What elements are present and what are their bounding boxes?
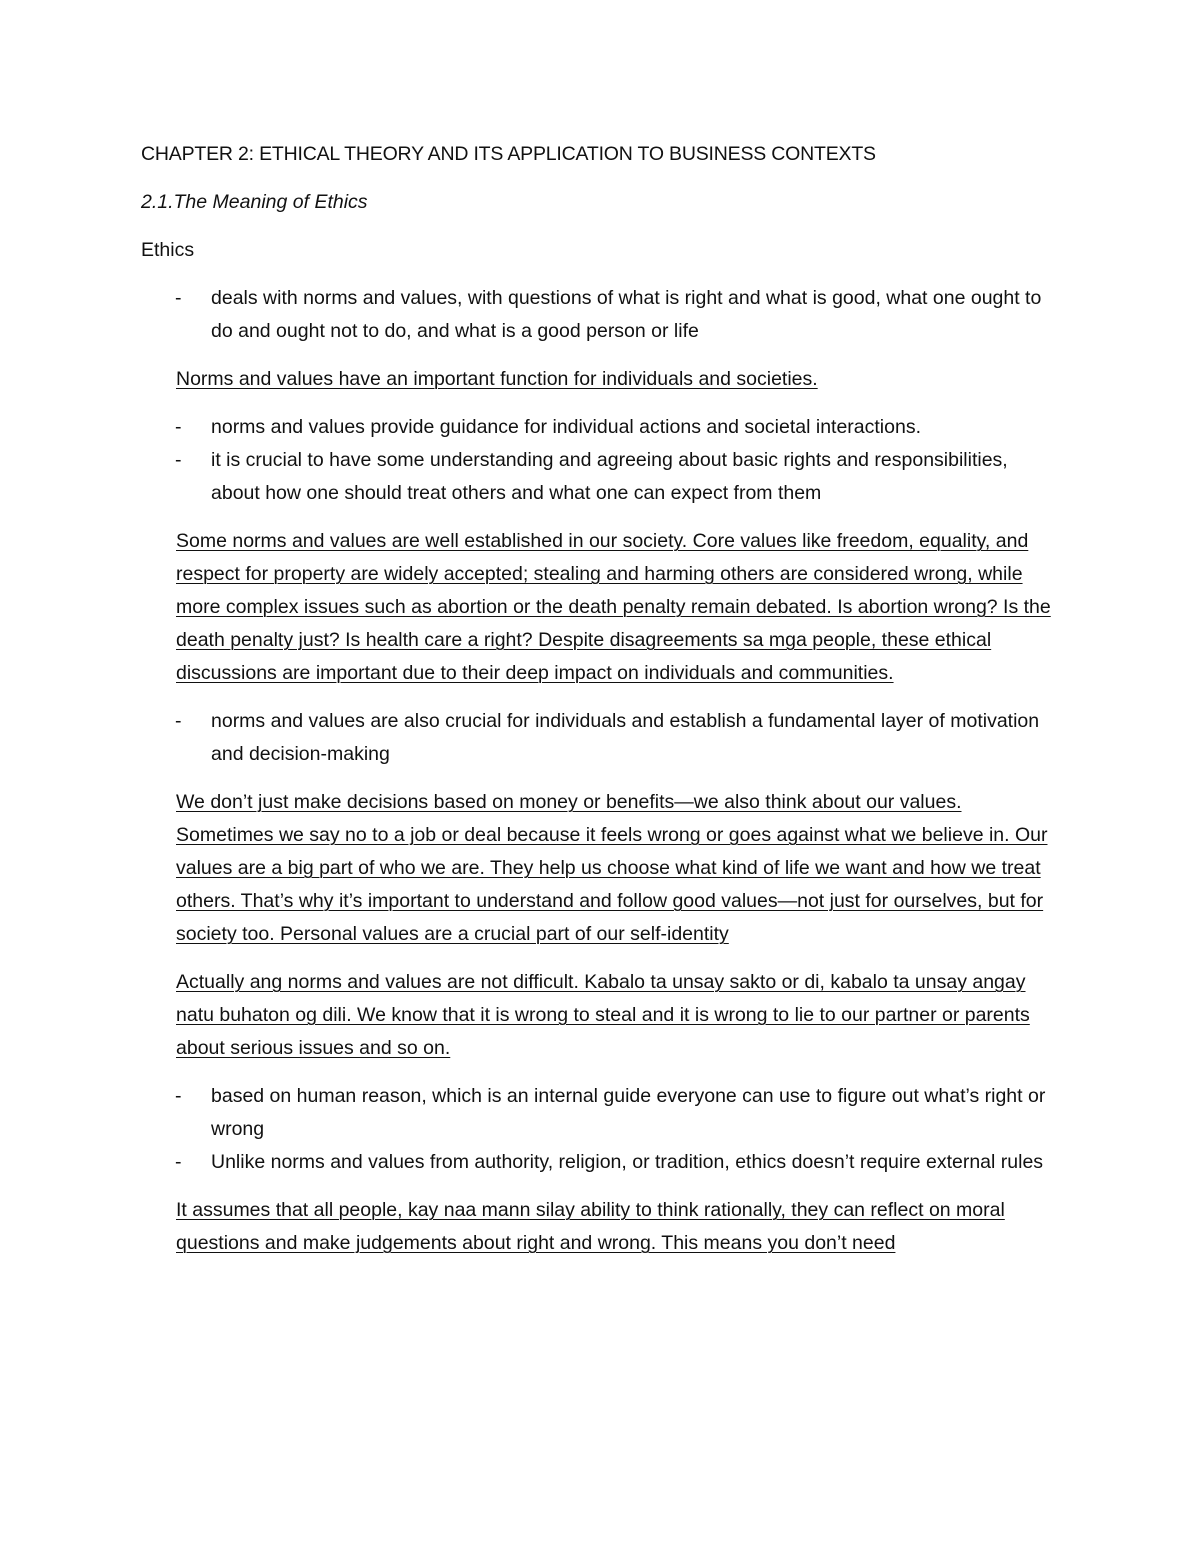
bullet-list-reason <box>141 1080 1061 1179</box>
document-body <box>141 138 1061 1275</box>
section-title: 2.1.The Meaning of Ethics <box>141 191 368 213</box>
dash-bullet: - <box>175 710 182 732</box>
underlined-paragraph: Actually ang norms and values are not difficult. Kabalo ta unsay sakto or di, kabalo ta unsay angay natu buhaton og dili. We know that it is wrong to steal and it is wrong to lie to our partner or parents about serious issues and so on. <box>176 971 1030 1059</box>
list-item <box>141 444 1061 510</box>
list-item-text: it is crucial to have some understanding and agreeing about basic rights and responsibilities, about how one should treat others and what one can expect from them <box>211 449 1008 504</box>
list-item <box>141 705 1061 771</box>
list-item <box>141 282 1061 348</box>
list-item <box>141 1080 1061 1146</box>
list-item <box>141 411 1061 444</box>
dash-bullet: - <box>175 1085 182 1107</box>
underlined-paragraph: We don’t just make decisions based on money or benefits—we also think about our values. Sometimes we say no to a job or deal because it feels wrong or goes against what we believe in. Our values are a big part of who we are. They help us choose what kind of life we want and how we treat others. That’s why it’s important to understand and follow good values—not just for ourselves, but for society too. Personal values are a crucial part of our self-identity <box>176 791 1048 945</box>
underlined-paragraph: Some norms and values are well established in our society. Core values like freedom, equality, and respect for property are widely accepted; stealing and harming others are considered wrong, while more complex issues such as abortion or the death penalty remain debated. Is abortion wrong? Is the death penalty just? Is health care a right? Despite disagreements sa mga people, these ethical discussions are important due to their deep impact on individuals and communities. <box>176 530 1051 684</box>
list-item-text: norms and values provide guidance for individual actions and societal interactions. <box>211 416 921 438</box>
bullet-list-individuals <box>141 705 1061 771</box>
chapter-title: CHAPTER 2: ETHICAL THEORY AND ITS APPLICATION TO BUSINESS CONTEXTS <box>141 143 876 165</box>
list-item-text: based on human reason, which is an internal guide everyone can use to figure out what’s right or wrong <box>211 1085 1046 1140</box>
dash-bullet: - <box>175 1151 182 1173</box>
list-item <box>141 1146 1061 1179</box>
dash-bullet: - <box>175 449 182 471</box>
list-item-text: deals with norms and values, with questions of what is right and what is good, what one ought to do and ought not to do, and what is a good person or life <box>211 287 1042 342</box>
list-item-text: norms and values are also crucial for individuals and establish a fundamental layer of motivation and decision-making <box>211 710 1040 765</box>
term-label: Ethics <box>141 239 195 261</box>
bullet-list-function <box>141 411 1061 510</box>
underlined-paragraph: Norms and values have an important function for individuals and societies. <box>176 368 818 390</box>
list-item-text: Unlike norms and values from authority, religion, or tradition, ethics doesn’t require external rules <box>211 1151 1044 1173</box>
dash-bullet: - <box>175 416 182 438</box>
bullet-list-definition <box>141 282 1061 348</box>
underlined-paragraph: It assumes that all people, kay naa mann silay ability to think rationally, they can reflect on moral questions and make judgements about right and wrong. This means you don’t need <box>176 1199 1005 1254</box>
dash-bullet: - <box>175 287 182 309</box>
